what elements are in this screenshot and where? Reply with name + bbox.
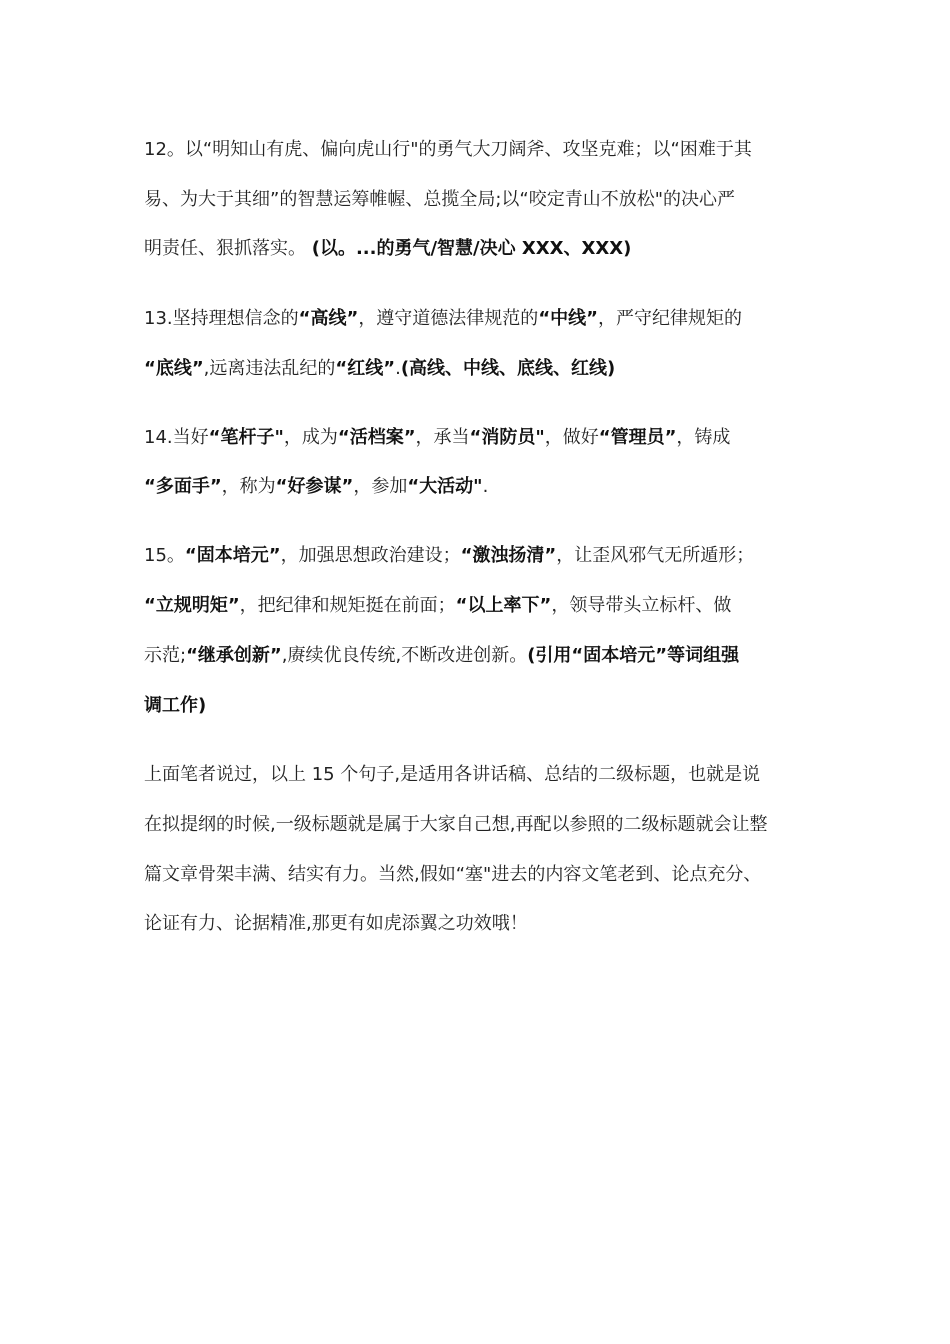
summary-line-4 [144, 910, 814, 938]
bold-run: “笔杆子" [208, 427, 284, 448]
text-run: . [395, 358, 401, 379]
text-run: 15。 [144, 545, 185, 566]
p13-line-2 [144, 355, 814, 383]
bold-run: “好参谋” [275, 476, 354, 497]
p14-line-2 [144, 473, 814, 501]
bold-run: “以上率下” [455, 595, 552, 616]
text-run: 12。以“明知山有虎、偏向虎山行"的勇气大刀阔斧、攻坚克难；以“困难于其 [144, 139, 752, 160]
bold-run: (引用“固本培元”等词组强 [527, 645, 740, 666]
bold-run: “立规明矩” [144, 595, 240, 616]
bold-run: “消防员" [469, 427, 545, 448]
text-run: 示范; [144, 645, 187, 666]
p15-line-4 [144, 692, 814, 720]
bold-run: “管理员” [598, 427, 677, 448]
text-run: 论证有力、论据精准,那更有如虎添翼之功效哦！ [144, 913, 528, 934]
text-run: ，铸成 [676, 427, 731, 448]
text-run: ，严守纪律规矩的 [597, 308, 742, 329]
text-run: ,赓续优良传统,不断改进创新。 [281, 645, 528, 666]
text-run: . [482, 476, 489, 497]
p12-line-2 [144, 186, 814, 214]
text-run: ，称为 [221, 476, 276, 497]
text-run: 明责任、狠抓落实。 [144, 238, 312, 259]
bold-run: “活档案” [337, 427, 416, 448]
text-run: ,远离违法乱纪的 [203, 358, 336, 379]
p14-line-1 [144, 424, 814, 452]
text-run: 在拟提纲的时候,一级标题就是属于大家自己想,再配以参照的二级标题就会让整 [144, 814, 768, 835]
bold-run: “红线” [335, 358, 396, 379]
bold-run: “多面手” [144, 476, 222, 497]
bold-run: 调工作) [144, 695, 207, 716]
text-run: 13.坚持理想信念的 [144, 308, 299, 329]
bold-run: “大活动" [407, 476, 483, 497]
text-run: 上面笔者说过，以上 15 个句子,是适用各讲话稿、总结的二级标题，也就是说 [144, 764, 761, 785]
text-run: 篇文章骨架丰满、结实有力。当然,假如“塞"进去的内容文笔老到、论点充分、 [144, 864, 762, 885]
summary-line-3 [144, 861, 814, 889]
bold-run: (高线、中线、底线、红线) [400, 358, 616, 379]
text-run: ，领导带头立标杆、做 [551, 595, 732, 616]
text-run: ，做好 [544, 427, 599, 448]
text-run: ，加强思想政治建设； [280, 545, 461, 566]
text-run: ，遵守道德法律规范的 [358, 308, 539, 329]
text-run: ，让歪风邪气无所遁形； [556, 545, 755, 566]
bold-run: “中线” [538, 308, 598, 329]
p12-line-3 [144, 235, 814, 263]
text-run: 易、为大于其细”的智慧运筹帷幄、总揽全局;以“咬定青山不放松"的决心严 [144, 189, 735, 210]
p15-line-2 [144, 592, 814, 620]
p15-line-3 [144, 642, 814, 670]
bold-run: (以。...的勇气/智慧/决心 XXX、XXX) [311, 238, 632, 259]
text-run: ，参加 [353, 476, 408, 497]
text-run: ，把纪律和规矩挺在前面； [239, 595, 456, 616]
bold-run: “激浊扬清” [460, 545, 557, 566]
text-run: ，承当 [415, 427, 470, 448]
bold-run: “固本培元” [184, 545, 281, 566]
bold-run: “高线” [298, 308, 359, 329]
text-run: ，成为 [283, 427, 338, 448]
p15-line-1 [144, 542, 814, 570]
bold-run: “底线” [144, 358, 204, 379]
p12-line-1 [144, 136, 814, 164]
p13-line-1 [144, 305, 814, 333]
summary-line-1 [144, 761, 814, 789]
text-run: 14.当好 [144, 427, 209, 448]
summary-line-2 [144, 811, 814, 839]
bold-run: “继承创新” [186, 645, 282, 666]
